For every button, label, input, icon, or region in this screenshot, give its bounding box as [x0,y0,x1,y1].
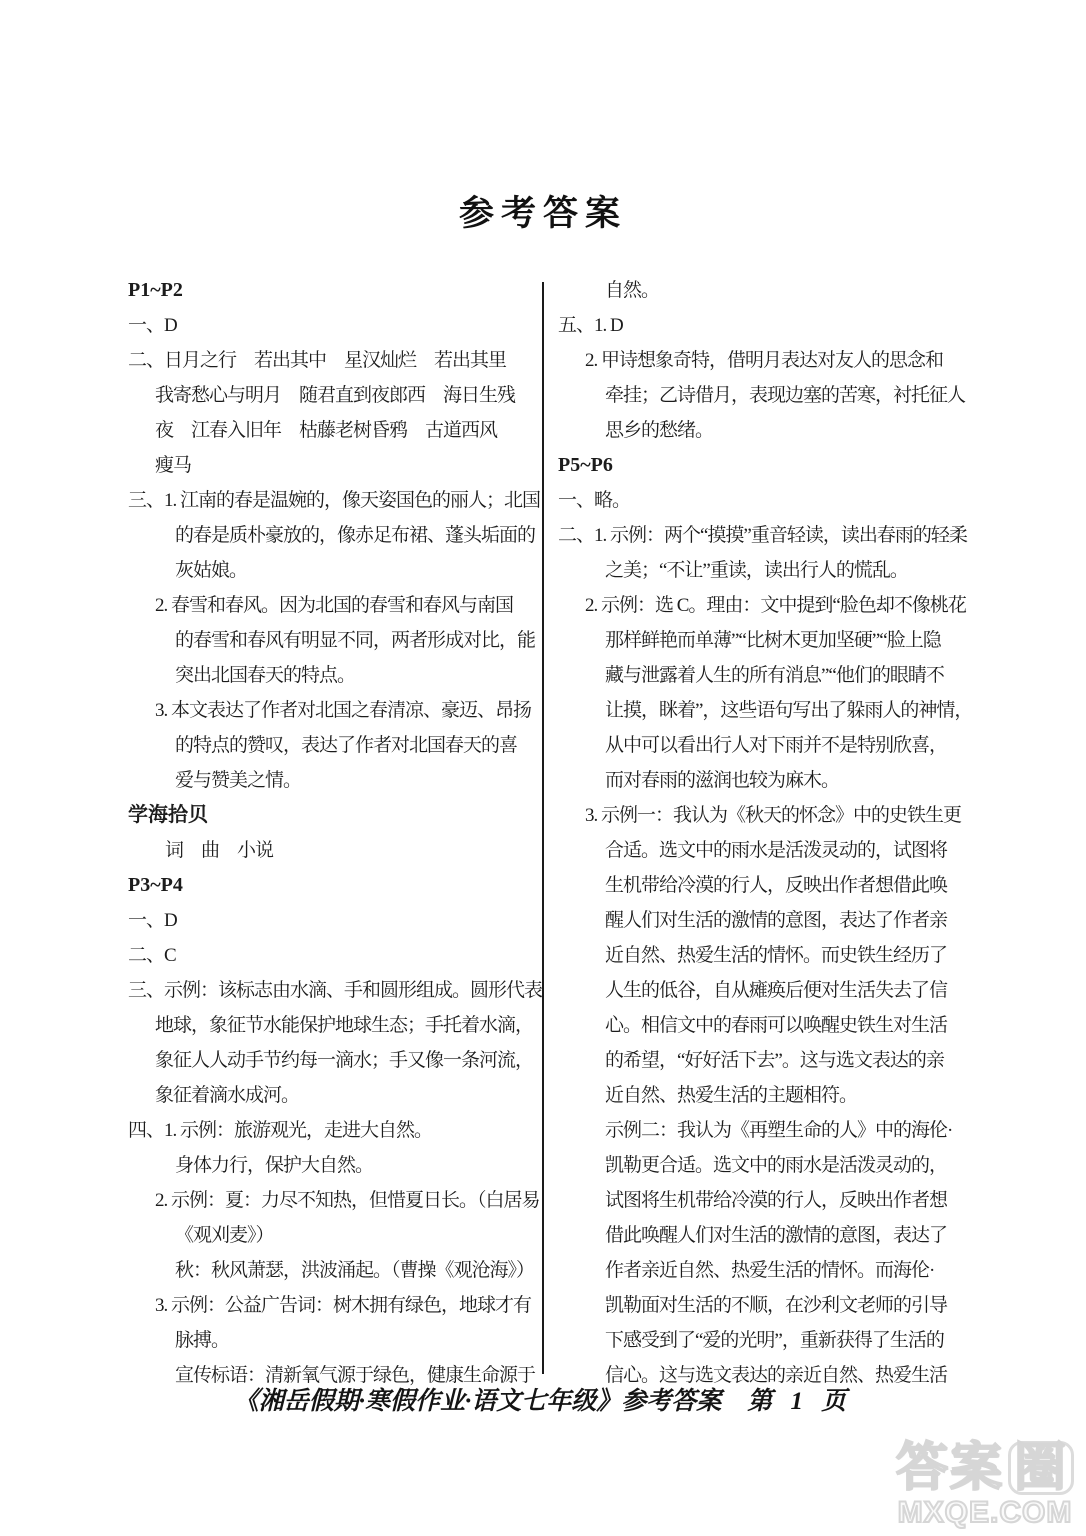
answer-line: 之美；“不让”重读，读出行人的慌乱。 [605,560,908,581]
answer-line: 藏与泄露着人生的所有消息”“他们的眼睛不 [605,665,944,686]
answer-line: 合适。选文中的雨水是活泼灵动的，试图将 [605,840,948,861]
footer-page-number: 第 1 页 [747,1388,853,1415]
answer-line: 一、略。 [558,490,631,511]
answer-line: 二、1. 示例：两个“摸摸”重音轻读，读出春雨的轻柔 [558,525,967,546]
answer-line: 象征着滴水成河。 [155,1085,300,1106]
watermark-logo [896,1440,1074,1530]
answer-line: 牵挂；乙诗借月，表现边塞的苦寒，衬托征人 [605,385,966,406]
answer-line: 二、日月之行 若出其中 星汉灿烂 若出其里 [128,350,507,371]
answer-line: 的春雪和春风有明显不同，两者形成对比，能 [175,630,536,651]
answer-line: 四、1. 示例：旅游观光，走进大自然。 [128,1120,433,1141]
watermark-site: MXQE.COM [897,1496,1073,1529]
answer-line: 词 曲 小说 [165,840,274,861]
answer-line: 的春是质朴豪放的，像赤足布裙、蓬头垢面的 [175,525,536,546]
watermark-brand-text [896,1440,1074,1496]
answer-line: 2. 示例：选 C。理由：文中提到“脸色却不像桃花 [585,595,966,616]
answer-line: 那样鲜艳而单薄”“比树木更加坚硬”“脸上隐 [605,630,941,651]
answer-line: 示例二：我认为《再塑生命的人》中的海伦· [605,1120,953,1141]
answers-left-column [128,273,544,1393]
answer-line: 下感受到了“爱的光明”，重新获得了生活的 [605,1330,944,1351]
answer-line: 凯勒面对生活的不顺，在沙利文老师的引导 [605,1295,948,1316]
answers-right-column [558,273,1014,1393]
answer-line: 三、1. 江南的春是温婉的，像天姿国色的丽人；北国 [128,490,541,511]
answer-line: 信心。这与选文表达的亲近自然、热爱生活 [605,1365,948,1386]
watermark-brand-prefix: 答案 [895,1439,1004,1497]
answer-line: 的希望，“好好活下去”。这与选文表达的亲 [605,1050,944,1071]
answer-line: 人生的低谷，自从瘫痪后便对生活失去了信 [605,980,948,1001]
answer-line: 思乡的愁绪。 [605,420,714,441]
page-title: 参考答案 [458,194,627,233]
answer-line: P3~P4 [128,874,183,896]
answer-line: 3. 示例：公益广告词：树木拥有绿色，地球才有 [155,1295,532,1316]
answer-line: 近自然、热爱生活的情怀。而史铁生经历了 [605,945,948,966]
answer-line: 心。相信文中的春雨可以唤醒史铁生对生活 [605,1015,948,1036]
answer-line: 2. 甲诗想象奇特，借明月表达对友人的思念和 [585,350,944,371]
answer-line: 《观刈麦》） [175,1225,274,1246]
answer-line: 瘦马 [155,455,192,476]
answer-line: 作者亲近自然、热爱生活的情怀。而海伦· [605,1260,935,1281]
answer-line: 我寄愁心与明月 随君直到夜郎西 海日生残 [155,385,516,406]
answer-line: 试图将生机带给冷漠的行人，反映出作者想 [605,1190,948,1211]
answer-line: 秋：秋风萧瑟，洪波涌起。（曹操《观沧海》） [175,1260,535,1281]
answer-line: 借此唤醒人们对生活的激情的意图，表达了 [605,1225,948,1246]
answer-line: 的特点的赞叹，表达了作者对北国春天的喜 [175,735,518,756]
answer-line: 从中可以看出行人对下雨并不是特别欣喜， [605,735,948,756]
answer-line: 凯勒更合适。选文中的雨水是活泼灵动的， [605,1155,948,1176]
answer-line: 让摸，眯着”，这些语句写出了躲雨人的神情， [605,700,973,721]
answer-line: 宣传标语：清新氧气源于绿色，健康生命源于 [175,1365,536,1386]
answer-line: 近自然、热爱生活的主题相符。 [605,1085,858,1106]
answer-line: 3. 本文表达了作者对北国之春清凉、豪迈、昂扬 [155,700,532,721]
page-footer [0,1385,1086,1419]
answer-line: 二、C [128,945,176,966]
answer-line: 3. 示例一：我认为《秋天的怀念》中的史铁生更 [585,805,962,826]
answer-line: 而对春雨的滋润也较为麻木。 [605,770,840,791]
answer-line: 一、D [128,315,177,336]
footer-booklet-title: 《湘岳假期·寒假作业·语文七年级》参考答案 [233,1388,722,1415]
watermark-brand-boxed-char: 圈 [1008,1441,1074,1495]
answer-line: 脉搏。 [175,1330,230,1351]
answer-line: 一、D [128,910,177,931]
answer-line: 2. 示例：夏：力尽不知热，但惜夏日长。（白居易 [155,1190,540,1211]
answer-line: P5~P6 [558,454,613,476]
answer-line: 学海拾贝 [128,804,208,826]
answer-line: 夜 江春入旧年 枯藤老树昏鸦 古道西风 [155,420,498,441]
answer-line: 2. 春雪和春风。因为北国的春雪和春风与南国 [155,595,514,616]
answer-line: 突出北国春天的特点。 [175,665,356,686]
answer-line: 地球，象征节水能保护地球生态；手托着水滴， [155,1015,534,1036]
answer-line: 三、示例：该标志由水滴、手和圆形组成。圆形代表 [128,980,543,1001]
answer-line: P1~P2 [128,279,183,301]
answer-line: 象征人人动手节约每一滴水；手又像一条河流， [155,1050,534,1071]
answer-line: 自然。 [605,280,660,301]
answer-line: 身体力行，保护大自然。 [175,1155,374,1176]
answer-line: 灰姑娘。 [175,560,248,581]
answer-line: 爱与赞美之情。 [175,770,302,791]
answer-line: 生机带给冷漠的行人，反映出作者想借此唤 [605,875,948,896]
answer-line: 五、1. D [558,315,623,336]
answer-line: 醒人们对生活的激情的意图，表达了作者亲 [605,910,948,931]
